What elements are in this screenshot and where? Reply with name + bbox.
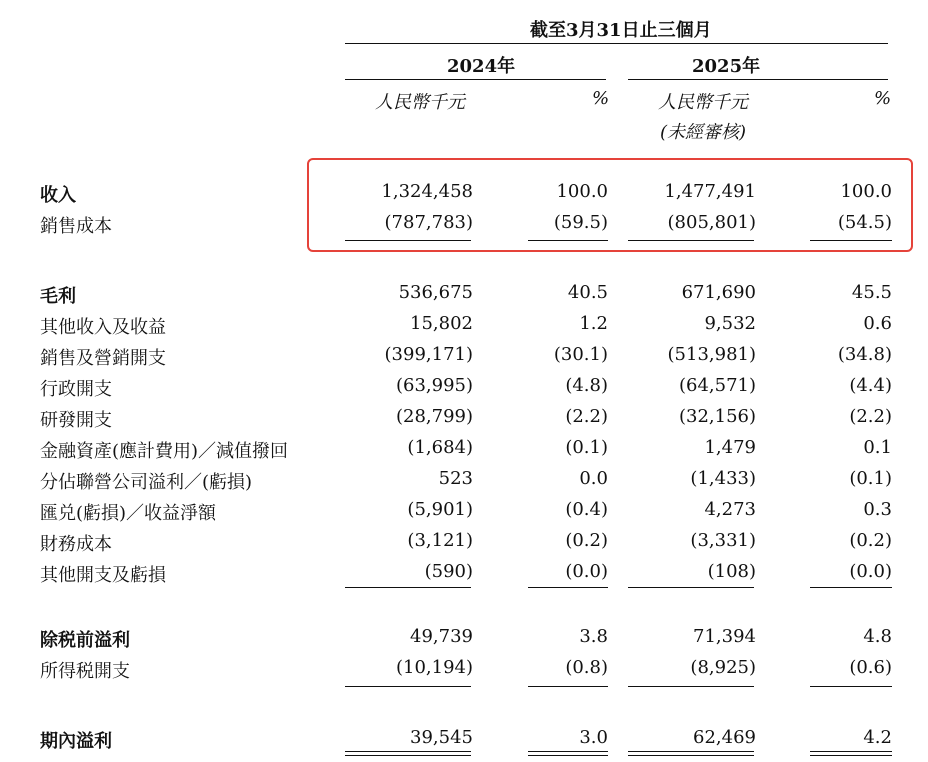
cell-p24: (59.5) [553,212,608,233]
cell-p25: (54.5) [837,212,892,233]
cell-p25: 0.6 [863,313,892,334]
cell-p24: (0.2) [565,530,608,551]
cell-v25: (108) [707,561,756,582]
row-label: 財務成本 [40,534,112,555]
cell-p25: (0.2) [849,530,892,551]
cell-v24: (10,194) [395,657,473,678]
cell-p24: (2.2) [565,406,608,427]
header-rule [345,43,888,44]
cell-v25: (805,801) [667,212,756,233]
cell-p24: 40.5 [567,282,608,303]
year-2024-rule [345,79,606,80]
row-label: 期內溢利 [40,731,112,752]
rule-profit-p24-a [528,751,608,752]
cell-v24: (28,799) [395,406,473,427]
cell-p25: (2.2) [849,406,892,427]
cell-v25: (32,156) [678,406,756,427]
rule-profit-v24-b [345,755,471,756]
cell-v24: (63,995) [395,375,473,396]
cell-p25: (0.0) [849,561,892,582]
row-label: 除税前溢利 [40,630,130,651]
cell-p24: 100.0 [556,181,608,202]
cell-v25: (8,925) [690,657,756,678]
rule-profit-p24-b [528,755,608,756]
rule-other-v24 [345,587,471,588]
rule-other-p25 [810,587,892,588]
highlight-box [307,158,913,252]
cell-p25: (4.4) [849,375,892,396]
rule-profit-v24-a [345,751,471,752]
cell-v24: (1,684) [407,437,473,458]
rule-other-p24 [528,587,608,588]
cell-p25: 0.3 [863,499,892,520]
rule-tax-v24 [345,686,471,687]
row-label: 收入 [40,185,76,206]
rule-tax-v25 [628,686,754,687]
cell-v24: 39,545 [410,727,473,748]
rule-profit-v25-b [628,755,754,756]
cell-v24: 536,675 [398,282,473,303]
year-2025-rule [628,79,888,80]
cell-p24: 1.2 [579,313,608,334]
year-2024-header: 2024年 [447,56,516,77]
unit-pct-2025: % [874,88,892,109]
cell-v24: 49,739 [410,626,473,647]
cell-v24: 1,324,458 [381,181,473,202]
cell-p24: 3.8 [579,626,608,647]
cell-v24: (5,901) [407,499,473,520]
cell-v24: 15,802 [410,313,473,334]
cell-v24: (590) [424,561,473,582]
cell-v25: 71,394 [693,626,756,647]
cell-v25: (64,571) [678,375,756,396]
row-label: 研發開支 [40,410,112,431]
cell-v25: 9,532 [704,313,756,334]
rule-cost-v25 [628,240,754,241]
rule-profit-p25-b [810,755,892,756]
rule-profit-p25-a [810,751,892,752]
cell-p25: 4.8 [863,626,892,647]
cell-p24: (0.0) [565,561,608,582]
row-label: 行政開支 [40,379,112,400]
row-label: 毛利 [40,286,76,307]
row-label: 銷售成本 [40,216,112,237]
cell-p25: 100.0 [840,181,892,202]
unit-rmb-2024: 人民幣千元 [375,92,465,113]
cell-p25: (0.6) [849,657,892,678]
row-label: 所得税開支 [40,661,130,682]
row-label: 銷售及營銷開支 [40,348,166,369]
unit-rmb-2025: 人民幣千元 [658,92,748,113]
cell-p25: 0.1 [863,437,892,458]
rule-cost-p24 [528,240,608,241]
cell-p25: (34.8) [837,344,892,365]
cell-p24: (0.1) [565,437,608,458]
cell-p25: (0.1) [849,468,892,489]
cell-p24: (0.8) [565,657,608,678]
year-2025-header: 2025年 [692,56,761,77]
cell-v25: (1,433) [690,468,756,489]
row-label: 金融資產(應計費用)／減值撥回 [40,441,289,462]
cell-v25: (3,331) [690,530,756,551]
cell-p24: (4.8) [565,375,608,396]
row-label: 其他開支及虧損 [40,565,166,586]
cell-v24: 523 [438,468,473,489]
cell-v25: (513,981) [667,344,756,365]
rule-cost-p25 [810,240,892,241]
row-label: 其他收入及收益 [40,317,166,338]
rule-other-v25 [628,587,754,588]
rule-tax-p24 [528,686,608,687]
cell-v25: 1,479 [704,437,756,458]
cell-v24: (787,783) [384,212,473,233]
rule-profit-v25-a [628,751,754,752]
cell-v25: 62,469 [693,727,756,748]
row-label: 分佔聯營公司溢利／(虧損) [40,472,253,493]
cell-v25: 4,273 [704,499,756,520]
cell-p25: 4.2 [863,727,892,748]
cell-v25: 1,477,491 [664,181,756,202]
cell-v24: (399,171) [384,344,473,365]
cell-p24: 3.0 [579,727,608,748]
cell-p24: 0.0 [579,468,608,489]
cell-v24: (3,121) [407,530,473,551]
unit-pct-2024: % [592,88,610,109]
rule-tax-p25 [810,686,892,687]
unaudited-note: (未經審核) [660,122,747,143]
rule-cost-v24 [345,240,471,241]
cell-p24: (30.1) [553,344,608,365]
cell-p24: (0.4) [565,499,608,520]
cell-p25: 45.5 [851,282,892,303]
cell-v25: 671,690 [681,282,756,303]
period-header: 截至3月31日止三個月 [530,20,712,41]
row-label: 匯兑(虧損)／收益淨額 [40,503,217,524]
